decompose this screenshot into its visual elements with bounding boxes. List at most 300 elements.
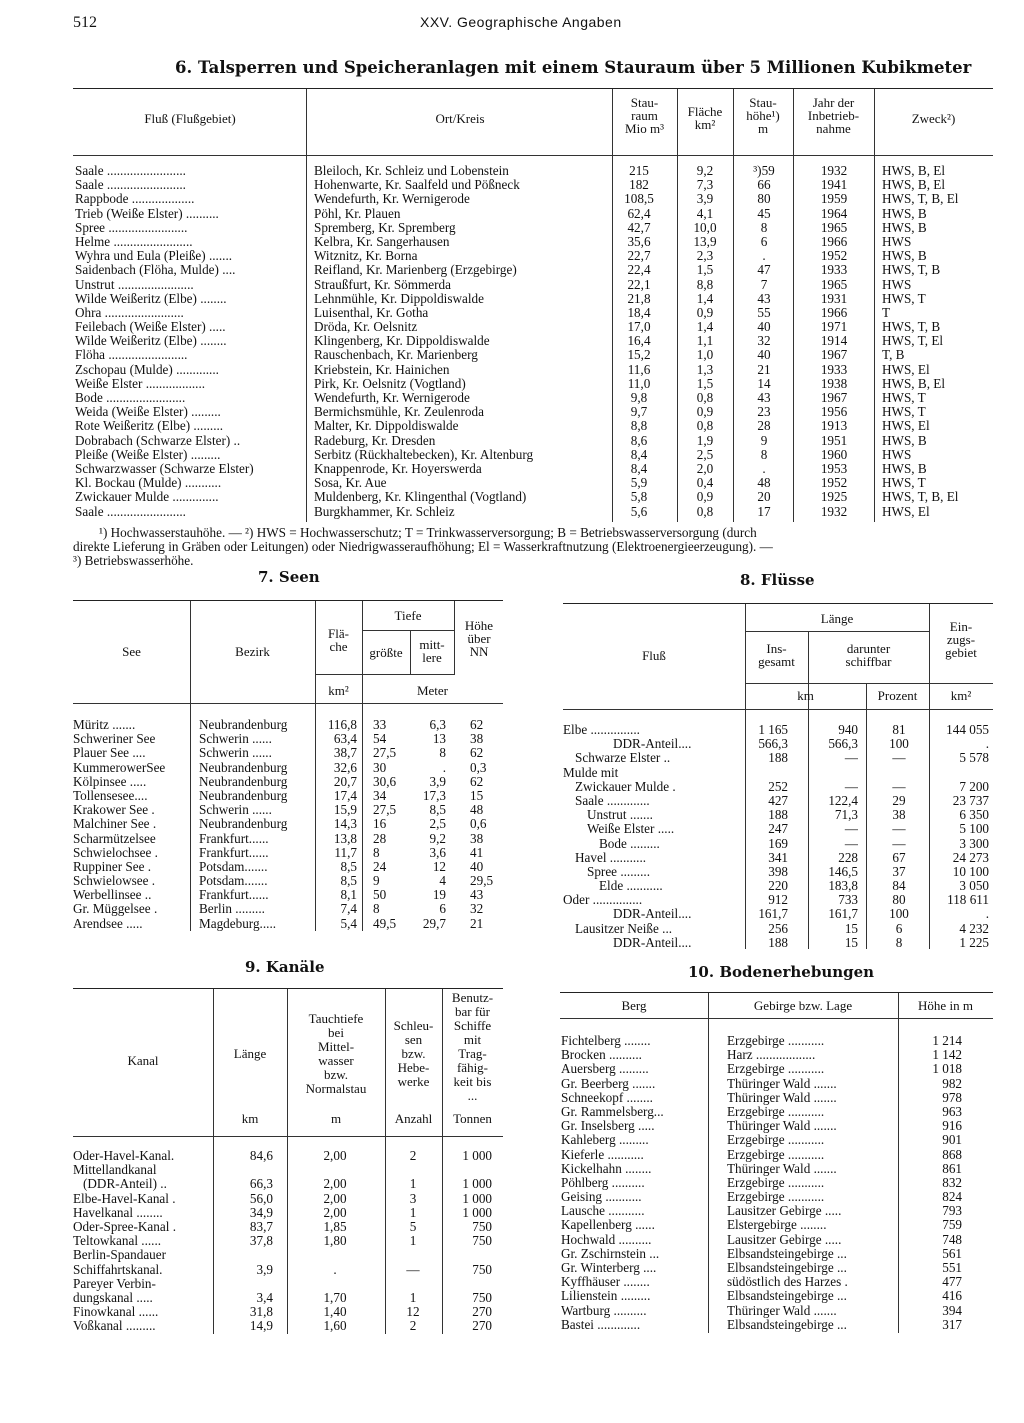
t6-cell: 2,5	[696, 447, 714, 462]
t7-cell: 4	[439, 874, 446, 889]
t7-header-groesste: größte	[369, 645, 403, 660]
t6-cell: Saale ........................	[75, 504, 186, 519]
t7-cell: Werbellinsee ..	[73, 888, 152, 903]
t7-cell: Tollensesee....	[73, 788, 148, 803]
t8-cell: 247	[768, 822, 788, 837]
t6-cell: .	[762, 249, 766, 264]
t6-cell: HWS, T, B, El	[882, 490, 959, 505]
t7-cell: 38,7	[333, 746, 357, 761]
t9-cell: 750	[472, 1219, 492, 1234]
t7-cell: 8,5	[340, 859, 357, 874]
t6-cell: Hohenwarte, Kr. Saalfeld und Pößneck	[314, 178, 520, 193]
t8-cell: 144 055	[946, 723, 989, 737]
t8-cell: 228	[838, 850, 858, 865]
t9-cell	[300, 1248, 370, 1262]
t6-cell: Wyhra und Eula (Pleiße) .......	[75, 249, 233, 264]
t6-cell: 7	[760, 277, 768, 292]
t6-cell: 80	[757, 192, 771, 207]
t6-cell: 11,0	[627, 376, 651, 391]
t6-header-flaeche: Fläche km²	[687, 104, 723, 132]
t9-cell: 750	[472, 1290, 492, 1305]
t7-rule	[315, 674, 455, 675]
t7-cell: 116,8	[327, 718, 357, 732]
t9-col-tonnen	[442, 1149, 492, 1333]
t6-cell: 17	[757, 504, 771, 519]
t7-cell: 62	[470, 746, 484, 761]
t7-cell: Ruppiner See .	[73, 859, 152, 874]
t10-cell: Erzgebirge ...........	[727, 1133, 825, 1148]
t7-cell: 11,7	[334, 845, 357, 860]
t9-cell	[213, 1277, 273, 1291]
t8-col-prozent	[876, 723, 922, 950]
t7-cell: Arendsee .....	[73, 916, 143, 931]
t6-cell: HWS	[882, 447, 912, 462]
t10-header-hoehe: Höhe in m	[918, 998, 973, 1013]
t6-col-stauhoehe	[736, 164, 792, 519]
t6-cell: 40	[757, 320, 771, 335]
t8-cell	[876, 766, 922, 780]
t8-cell: —	[844, 779, 858, 794]
t7-cell: 7,4	[340, 902, 357, 917]
t6-header-jahr: Jahr der Inbetrieb- nahme	[807, 95, 860, 136]
t9-cell: 1,85	[323, 1219, 347, 1234]
t10-cell: 832	[942, 1175, 962, 1190]
t8-cell: —	[892, 779, 906, 794]
t10-cell: Thüringer Wald .......	[727, 1090, 837, 1105]
t9-cell: 31,8	[249, 1305, 273, 1320]
t8-cell: Havel ...........	[575, 850, 647, 865]
t7-col-see	[73, 718, 189, 931]
t7-cell: 20,7	[333, 774, 357, 789]
t9-cell: 34,9	[249, 1205, 273, 1220]
t10-cell: Harz ..................	[727, 1048, 816, 1063]
t7-cell: 29,7	[422, 916, 446, 931]
t9-cell: 2	[409, 1319, 417, 1334]
table-9-top-rule	[73, 988, 503, 989]
t6-cell: Wendefurth, Kr. Wernigerode	[314, 192, 470, 207]
t6-cell: Radeburg, Kr. Dresden	[314, 433, 436, 448]
t6-vline	[874, 89, 875, 522]
t8-cell: Unstrut .......	[587, 808, 653, 823]
t9-header-kanal: Kanal	[127, 1053, 159, 1068]
t6-cell: Weida (Weiße Elster) .........	[75, 405, 221, 420]
t6-vline	[733, 89, 734, 522]
t6-col-fluss	[75, 164, 304, 519]
t8-header-laenge: Länge	[820, 611, 854, 626]
t8-cell: —	[892, 822, 906, 837]
t6-cell: 1925	[820, 490, 848, 505]
t6-cell: 9,2	[696, 164, 714, 178]
t6-cell: 47	[757, 263, 771, 278]
t7-cell: 63,4	[333, 732, 357, 747]
t8-cell: 188	[768, 808, 788, 823]
t6-cell: 11,6	[627, 362, 651, 377]
t8-cell: 15	[844, 921, 858, 936]
t7-cell: 17,3	[422, 788, 446, 803]
t9-cell: 2,00	[323, 1177, 347, 1192]
t6-cell: 8,4	[630, 461, 648, 476]
t6-cell: 45	[757, 206, 771, 221]
t6-cell: Helme ........................	[75, 234, 193, 249]
t6-cell: HWS, T, El	[882, 334, 944, 349]
t10-cell: Schneekopf ........	[561, 1090, 653, 1105]
t6-cell: 22,7	[627, 249, 651, 264]
t9-cell: Oder-Spree-Kanal .	[73, 1219, 176, 1234]
t6-cell: Straußfurt, Kr. Sömmerda	[314, 277, 451, 292]
table-9-title: 9. Kanäle	[245, 958, 325, 976]
t6-cell: Kriebstein, Kr. Hainichen	[314, 362, 450, 377]
t8-vline	[866, 684, 867, 949]
t9-cell	[213, 1163, 273, 1177]
t6-cell: 1960	[820, 447, 848, 462]
t8-cell: 566,3	[758, 737, 788, 752]
t7-cell: 30,6	[373, 774, 397, 789]
t6-cell: 8	[760, 220, 768, 235]
t10-cell: 759	[942, 1218, 962, 1233]
t10-cell: Elbsandsteingebirge ...	[727, 1246, 847, 1261]
t7-col-groesste	[373, 718, 409, 931]
t7-cell: 30	[373, 760, 387, 775]
t7-cell: Kölpinsee .....	[73, 774, 147, 789]
t9-cell: 2,00	[323, 1149, 347, 1163]
t6-cell: Witznitz, Kr. Borna	[314, 249, 418, 264]
t8-col-insgesamt	[745, 723, 788, 950]
t6-cell: 1932	[820, 164, 848, 178]
t10-cell: Erzgebirge ...........	[727, 1147, 825, 1162]
t7-cell: 14,3	[333, 817, 357, 832]
t6-cell: 5,8	[630, 490, 648, 505]
t6-cell: Pöhl, Kr. Plauen	[314, 206, 401, 221]
t8-cell: Weiße Elster .....	[587, 822, 675, 837]
t8-cell: .	[985, 907, 989, 922]
t7-cell: 41	[470, 845, 484, 860]
t8-cell: 6	[895, 921, 903, 936]
t7-cell: 29,5	[470, 874, 494, 889]
t7-cell: Potsdam.......	[199, 874, 268, 889]
t6-cell: 1967	[820, 391, 848, 405]
t7-rule	[73, 703, 503, 704]
t8-cell: 37	[892, 864, 906, 879]
t6-cell: Klingenberg, Kr. Dippoldiswalde	[314, 334, 490, 349]
t9-cell: Havelkanal ........	[73, 1205, 163, 1220]
t9-col-tauchtiefe	[300, 1149, 370, 1333]
t10-cell: 1 214	[932, 1034, 962, 1048]
t9-header-schleusen: Schleu- sen bzw. Hebe- werke	[393, 1018, 434, 1089]
t10-cell: Brocken ..........	[561, 1048, 642, 1063]
t6-cell: 108,5	[624, 192, 654, 207]
t9-cell: 750	[472, 1234, 492, 1249]
t7-cell: Plauer See ....	[73, 746, 146, 761]
t9-header-benutzbar: Benutz- bar für Schiffe mit Trag- fähig- keit bis ...	[451, 990, 494, 1103]
t6-cell: 0,9	[696, 405, 714, 420]
t6-cell: 66	[757, 178, 771, 193]
t6-cell: 6	[760, 234, 768, 249]
table-10-top-rule	[560, 992, 993, 993]
t6-cell: Serbitz (Rückhaltebecken), Kr. Altenburg	[314, 447, 534, 462]
t6-cell: Kelbra, Kr. Sangerhausen	[314, 234, 450, 249]
t9-cell	[395, 1277, 431, 1291]
table-7-top-rule	[73, 600, 503, 601]
t8-cell: 146,5	[828, 864, 858, 879]
t6-cell: 9,7	[630, 405, 648, 420]
t6-cell: Zwickauer Mulde ..............	[75, 490, 219, 505]
t6-cell: 1938	[820, 376, 848, 391]
t7-cell: 32	[470, 902, 484, 917]
t6-cell: 8,8	[696, 277, 714, 292]
t6-cell: Wendefurth, Kr. Wernigerode	[314, 391, 470, 405]
t9-cell: 1	[409, 1234, 417, 1249]
t9-cell	[395, 1163, 431, 1177]
t6-cell: Schwarzwasser (Schwarze Elster)	[75, 461, 254, 476]
t10-cell: Lausitzer Gebirge .....	[727, 1232, 842, 1247]
t10-rule	[560, 1018, 993, 1019]
t8-cell: Oder ...............	[563, 893, 643, 908]
t6-cell: HWS, B, El	[882, 376, 946, 391]
t7-cell: 50	[373, 888, 387, 903]
t6-cell: 9	[760, 433, 768, 448]
t8-cell: Bode .........	[599, 836, 660, 851]
table-7-title: 7. Seen	[258, 568, 320, 586]
t6-cell: 7,3	[696, 178, 714, 193]
t6-cell: Rauschenbach, Kr. Marienberg	[314, 348, 478, 363]
t7-cell: 8	[439, 746, 446, 761]
t7-cell: 8	[373, 902, 380, 917]
t6-cell: Dobrabach (Schwarze Elster) ..	[75, 433, 241, 448]
t6-cell: 55	[757, 305, 771, 320]
t9-cell: Pareyer Verbin-	[73, 1276, 156, 1291]
t7-cell: 0,6	[470, 817, 487, 832]
t10-cell: Kickelhahn ........	[561, 1161, 652, 1176]
t6-cell: 15,2	[627, 348, 651, 363]
t6-cell: 1,1	[696, 334, 714, 349]
t6-cell: Flöha ........................	[75, 348, 188, 363]
t6-cell: HWS	[882, 234, 912, 249]
t6-cell: 1966	[820, 305, 848, 320]
t10-cell: Gr. Zschirnstein ...	[561, 1246, 660, 1261]
t10-header-gebirge: Gebirge bzw. Lage	[753, 998, 853, 1013]
t10-cell: 394	[942, 1303, 962, 1318]
t6-cell: HWS	[882, 277, 912, 292]
t9-cell: 83,7	[249, 1219, 273, 1234]
t10-cell: 824	[942, 1190, 962, 1205]
t6-cell: Bermichsmühle, Kr. Zeulenroda	[314, 405, 484, 420]
t8-cell: 1 165	[758, 723, 788, 737]
t8-cell: 566,3	[828, 737, 858, 752]
t6-cell: 1,0	[696, 348, 714, 363]
t7-cell: 13,8	[333, 831, 357, 846]
t8-cell: DDR-Anteil....	[613, 737, 692, 752]
t10-cell: 978	[942, 1090, 962, 1105]
t9-cell: Berlin-Spandauer	[73, 1248, 167, 1263]
t8-col-einzug	[929, 723, 989, 950]
t9-header-km: km	[241, 1111, 259, 1126]
t6-cell: 22,1	[627, 277, 651, 292]
t7-header-km2: km²	[328, 683, 349, 698]
t6-cell: 28	[757, 419, 771, 434]
t6-cell: 1931	[820, 291, 848, 306]
t9-cell: Voßkanal .........	[73, 1319, 156, 1334]
t10-cell: Elstergebirge ........	[727, 1218, 827, 1233]
t8-cell: 220	[768, 879, 788, 894]
t7-cell: 27,5	[373, 746, 397, 761]
t6-cell: 40	[757, 348, 771, 363]
t9-cell: —	[406, 1262, 420, 1277]
t9-cell	[442, 1163, 492, 1177]
t6-cell: 42,7	[627, 220, 651, 235]
t6-cell: HWS, B	[882, 249, 927, 264]
t7-cell: 3,6	[429, 845, 446, 860]
t6-cell: Saale ........................	[75, 164, 186, 178]
t10-cell: Elbsandsteingebirge ...	[727, 1261, 847, 1275]
t7-cell: Schwerin ......	[199, 803, 272, 818]
t9-cell	[442, 1248, 492, 1262]
t8-cell: 161,7	[828, 907, 858, 922]
t6-cell: HWS, B	[882, 433, 927, 448]
t6-cell: 43	[757, 291, 771, 306]
t6-cell: HWS, B, El	[882, 164, 946, 178]
t9-cell: 1 000	[462, 1205, 492, 1220]
t7-cell: Neubrandenburg	[199, 788, 288, 803]
t6-cell: 0,4	[696, 476, 714, 491]
t8-cell: 38	[892, 808, 906, 823]
t7-cell: 43	[470, 888, 484, 903]
t6-cell: 2,3	[696, 249, 714, 264]
t7-header-meter: Meter	[416, 683, 449, 698]
t6-header-zweck: Zweck²)	[911, 111, 956, 126]
t10-cell: Bastei .............	[561, 1317, 641, 1332]
t8-cell: 252	[768, 779, 788, 794]
t7-cell: 38	[470, 732, 484, 747]
t6-cell: 43	[757, 391, 771, 405]
t6-cell: Saidenbach (Flöha, Mulde) ....	[75, 263, 236, 278]
running-head: XXV. Geographische Angaben	[420, 14, 622, 30]
t8-cell: Elde ...........	[599, 879, 663, 894]
t7-header-mittlere: mitt- lere	[419, 637, 445, 665]
t9-cell: 12	[406, 1305, 420, 1320]
t7-cell: 8	[373, 845, 380, 860]
t9-cell	[300, 1277, 370, 1291]
t10-cell: 861	[942, 1161, 962, 1176]
t6-cell: Pleiße (Weiße Elster) .........	[75, 447, 221, 462]
t10-cell: Wartburg ..........	[561, 1303, 647, 1318]
t9-cell: 270	[472, 1305, 492, 1320]
t9-header-m: m	[330, 1111, 342, 1126]
t6-cell: Malter, Kr. Dippoldiswalde	[314, 419, 459, 434]
t9-cell: 3,9	[256, 1262, 273, 1277]
t7-cell: 2,5	[429, 817, 446, 832]
t6-cell: 0,8	[696, 504, 714, 519]
t6-cell: 1,4	[696, 320, 714, 335]
t6-cell: 21	[757, 362, 771, 377]
t9-col-laenge	[213, 1149, 273, 1333]
t6-header-ort: Ort/Kreis	[435, 111, 485, 126]
t8-cell: 188	[768, 935, 788, 950]
t10-cell: 868	[942, 1147, 962, 1162]
t6-header-stauraum: Stau- raum Mio m³	[625, 95, 664, 136]
t7-cell: 8,5	[340, 874, 357, 889]
t6-cell: Muldenberg, Kr. Klingenthal (Vogtland)	[314, 490, 527, 505]
t8-cell: 3 050	[959, 879, 989, 894]
t6-cell: 1,5	[696, 263, 714, 278]
t10-cell: Thüringer Wald .......	[727, 1161, 837, 1176]
t6-vline	[677, 89, 678, 522]
t10-cell: Gr. Beerberg .......	[561, 1076, 656, 1091]
t7-cell: Scharmützelsee	[73, 831, 156, 846]
t9-cell: Mittellandkanal	[73, 1163, 157, 1178]
t6-cell: HWS, B	[882, 461, 927, 476]
t7-cell: 0,3	[470, 760, 487, 775]
t7-cell: KummerowerSee	[73, 760, 166, 775]
t8-cell: 24 273	[952, 850, 989, 865]
t7-cell: 6	[439, 902, 446, 917]
t10-cell: Erzgebirge ...........	[727, 1062, 825, 1077]
t7-cell: Magdeburg.....	[199, 916, 277, 931]
t6-cell: 1933	[820, 362, 848, 377]
t6-cell: 17,0	[627, 320, 651, 335]
footnote-line-1: ¹) Hochwasserstauhöhe. — ²) HWS = Hochwasserschutz; T = Trinkwasserversorgung; B = Betriebswasserversorgung (durch	[99, 525, 757, 540]
t6-cell: Pirk, Kr. Oelsnitz (Vogtland)	[314, 376, 466, 391]
t6-cell: Saale ........................	[75, 178, 186, 193]
t10-cell: südöstlich des Harzes .	[727, 1275, 848, 1290]
t9-header-anzahl: Anzahl	[394, 1111, 433, 1126]
t9-cell: Oder-Havel-Kanal.	[73, 1149, 175, 1163]
t8-cell: 122,4	[828, 793, 858, 808]
t6-cell: 2,0	[696, 461, 714, 476]
t8-rule	[745, 683, 993, 684]
t10-cell: Kyffhäuser ........	[561, 1275, 650, 1290]
t10-cell: 748	[942, 1232, 962, 1247]
t7-cell: Berlin .........	[199, 902, 265, 917]
t10-cell: Lausche ...........	[561, 1204, 645, 1219]
t10-cell: Erzgebirge ...........	[727, 1104, 825, 1119]
t6-cell: 1951	[820, 433, 848, 448]
t8-header-prozent: Prozent	[877, 688, 918, 703]
t7-cell: 32,6	[333, 760, 357, 775]
t7-cell: 6,3	[429, 718, 446, 732]
t6-cell: 16,4	[627, 334, 651, 349]
t7-cell: 49,5	[373, 916, 397, 931]
t8-cell: —	[892, 836, 906, 851]
t10-cell: Gr. Winterberg ....	[561, 1261, 657, 1275]
t7-cell: Frankfurt......	[199, 845, 269, 860]
t10-cell: Fichtelberg ........	[561, 1034, 651, 1048]
t6-cell: 10,0	[693, 220, 717, 235]
t9-cell: 1	[409, 1205, 417, 1220]
t7-header-hoehe: Höhe über NN	[464, 618, 494, 659]
t7-cell: 8,5	[429, 803, 446, 818]
t7-cell: 62	[470, 774, 484, 789]
t6-cell: 1941	[820, 178, 848, 193]
t10-cell: Kahleberg .........	[561, 1133, 649, 1148]
t8-cell: 100	[889, 737, 909, 752]
table-10-title: 10. Bodenerhebungen	[688, 963, 875, 981]
t8-cell: 733	[838, 893, 858, 908]
t9-cell: dungskanal .....	[73, 1290, 153, 1305]
t6-cell: Bode ........................	[75, 391, 186, 405]
t8-cell: 188	[768, 751, 788, 766]
t9-cell	[395, 1248, 431, 1262]
t8-cell: 7 200	[959, 779, 989, 794]
t6-cell: HWS, El	[882, 504, 930, 519]
t9-cell: 84,6	[249, 1149, 273, 1163]
t10-cell: Lausitzer Gebirge .....	[727, 1204, 842, 1219]
t7-cell: Gr. Müggelsee .	[73, 902, 158, 917]
t6-vline	[306, 89, 307, 522]
t9-cell: 1 000	[462, 1149, 492, 1163]
t7-cell: Neubrandenburg	[199, 760, 288, 775]
t7-cell: Schwerin ......	[199, 746, 272, 761]
t6-cell: HWS, T	[882, 391, 926, 405]
